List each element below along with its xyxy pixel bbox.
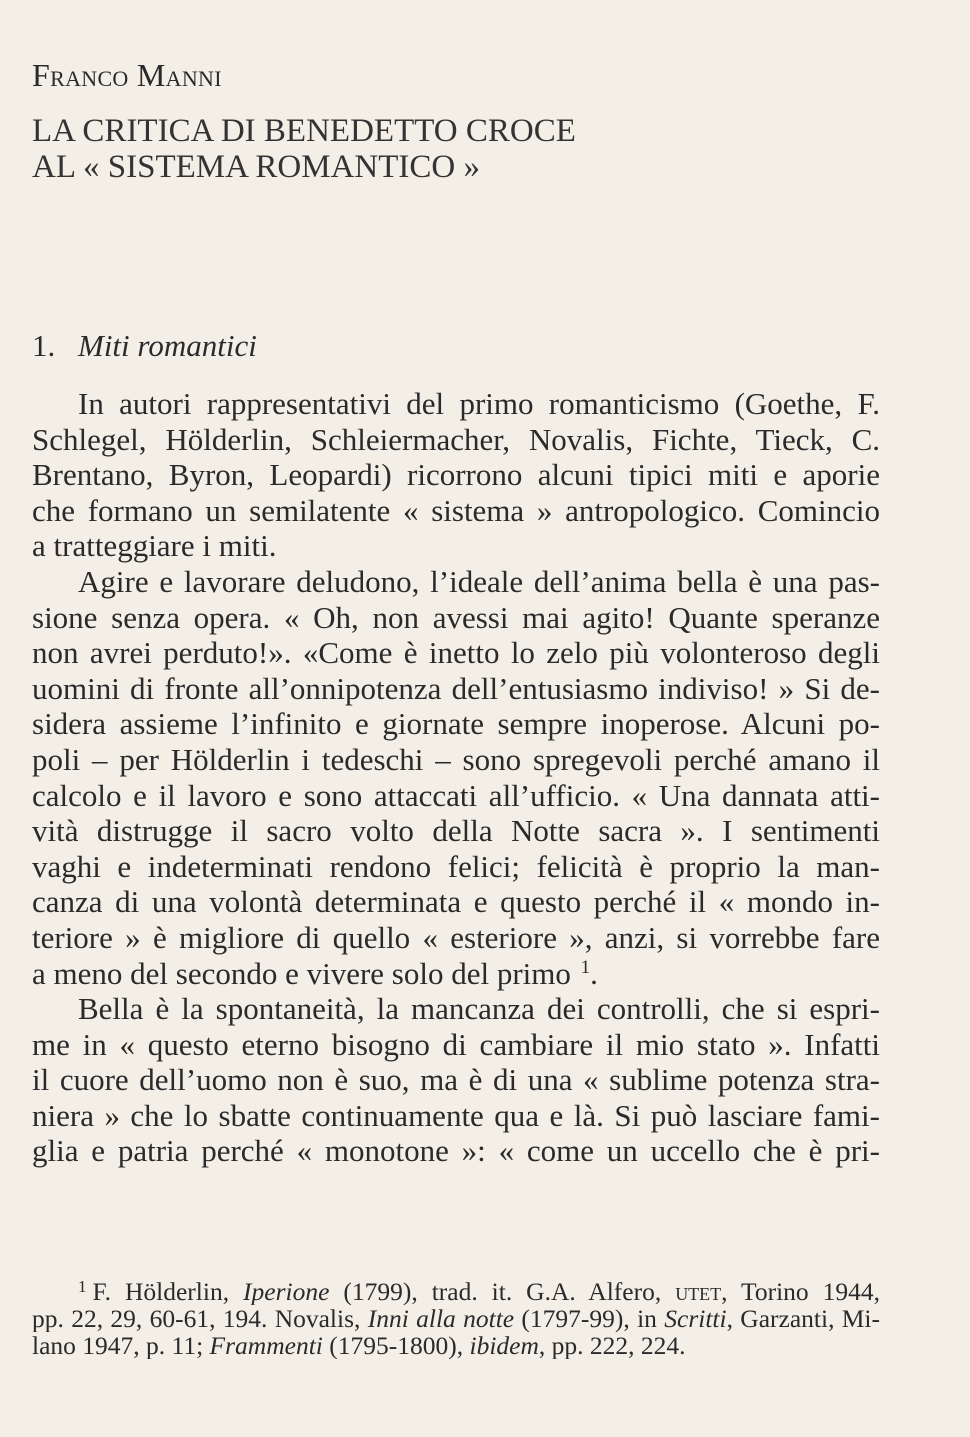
footnote-line bbox=[32, 1332, 880, 1359]
body-line: Schlegel, Hölderlin, Schleiermacher, Novalis, Fichte, Tieck, C. bbox=[32, 421, 880, 457]
body-line: calcolo e il lavoro e sono attaccati all’ufficio. « Una dannata atti- bbox=[32, 777, 880, 813]
footnote-segment: , Torino 1944, bbox=[721, 1278, 880, 1305]
footnote-reference: 1 bbox=[580, 956, 591, 978]
footnote-segment: , Garzanti, Mi- bbox=[726, 1305, 880, 1332]
footnote-segment: F. Hölderlin, bbox=[92, 1278, 244, 1305]
footnote-cited-title: Iperione bbox=[243, 1278, 330, 1305]
body-line: In autori rappresentativi del primo romanticismo (Goethe, F. bbox=[78, 386, 880, 421]
footnote-publisher: utet bbox=[675, 1278, 722, 1305]
section-heading bbox=[32, 328, 257, 364]
body-line: vaghi e indeterminati rendono felici; felicità è proprio la man- bbox=[32, 848, 880, 884]
footnote-ibidem: ibidem bbox=[469, 1332, 539, 1359]
body-line: a tratteggiare i miti. bbox=[32, 528, 277, 564]
body-line: il cuore dell’uomo non è suo, ma è di una « sublime potenza stra- bbox=[32, 1062, 880, 1098]
body-line-end: . bbox=[590, 955, 598, 991]
body-line: sione senza opera. « Oh, non avessi mai agito! Quante speranze bbox=[32, 599, 880, 635]
body-line: Brentano, Byron, Leopardi) ricorrono alcuni tipici miti e aporie bbox=[32, 457, 880, 493]
body-line-text: a meno del secondo e vivere solo del primo bbox=[32, 955, 571, 991]
body-line: non avrei perduto!». «Come è inetto lo zelo più volonteroso degli bbox=[32, 635, 880, 671]
footnote-cited-title: Scritti bbox=[664, 1305, 727, 1332]
footnote-segment: lano 1947, p. 11; bbox=[32, 1332, 210, 1359]
footnote-cited-title: Inni alla notte bbox=[367, 1305, 515, 1332]
body-line bbox=[32, 956, 880, 992]
footnote-segment: (1795-1800), bbox=[322, 1332, 470, 1359]
body-line: Agire e lavorare deludono, l’ideale dell’anima bella è una pas- bbox=[78, 563, 880, 599]
body-line: teriore » è migliore di quello « esteriore », anzi, si vorrebbe fare bbox=[32, 919, 880, 955]
body-line: canza di una volontà determinata e questo perché il « mondo in- bbox=[32, 884, 880, 920]
article-title-line-2: AL « SISTEMA ROMANTICO » bbox=[32, 149, 480, 185]
author-name: Franco Manni bbox=[32, 57, 222, 93]
footnote-cited-title: Frammenti bbox=[209, 1332, 323, 1359]
body-line: vità distrugge il sacro volto della Notte sacra ». I sentimenti bbox=[32, 813, 880, 849]
footnote-segment: (1799), trad. it. G.A. Alfero, bbox=[329, 1278, 676, 1305]
footnote-segment: , pp. 222, 224. bbox=[538, 1332, 686, 1359]
body-line: glia e patria perché « monotone »: « come un uccello che è pri- bbox=[32, 1133, 880, 1169]
article-title-line-1: LA CRITICA DI BENEDETTO CROCE bbox=[32, 113, 576, 149]
body-line: Bella è la spontaneità, la mancanza dei controlli, che si espri- bbox=[78, 991, 880, 1027]
body-line: uomini di fronte all’onnipotenza dell’entusiasmo indiviso! » Si de- bbox=[32, 670, 880, 706]
section-number: 1. bbox=[32, 328, 56, 363]
footnote bbox=[32, 1278, 880, 1359]
body-line: sidera assieme l’infinito e giornate sempre inoperose. Alcuni po- bbox=[32, 706, 880, 742]
footnote-line bbox=[32, 1278, 880, 1305]
footnote-line bbox=[32, 1305, 880, 1332]
body-line: niera » che lo sbatte continuamente qua e là. Si può lasciare fami- bbox=[32, 1097, 880, 1133]
footnote-marker: 1 bbox=[78, 1278, 87, 1296]
body-line: me in « questo eterno bisogno di cambiare il mio stato ». Infatti bbox=[32, 1026, 880, 1062]
body-line: che formano un semilatente « sistema » antropologico. Comincio bbox=[32, 492, 880, 528]
footnote-segment: pp. 22, 29, 60-61, 194. Novalis, bbox=[32, 1305, 368, 1332]
body-text bbox=[32, 386, 880, 1169]
section-title: Miti romantici bbox=[78, 328, 257, 363]
footnote-segment: (1797-99), in bbox=[514, 1305, 665, 1332]
body-line: poli – per Hölderlin i tedeschi – sono spregevoli perché amano il bbox=[32, 741, 880, 777]
